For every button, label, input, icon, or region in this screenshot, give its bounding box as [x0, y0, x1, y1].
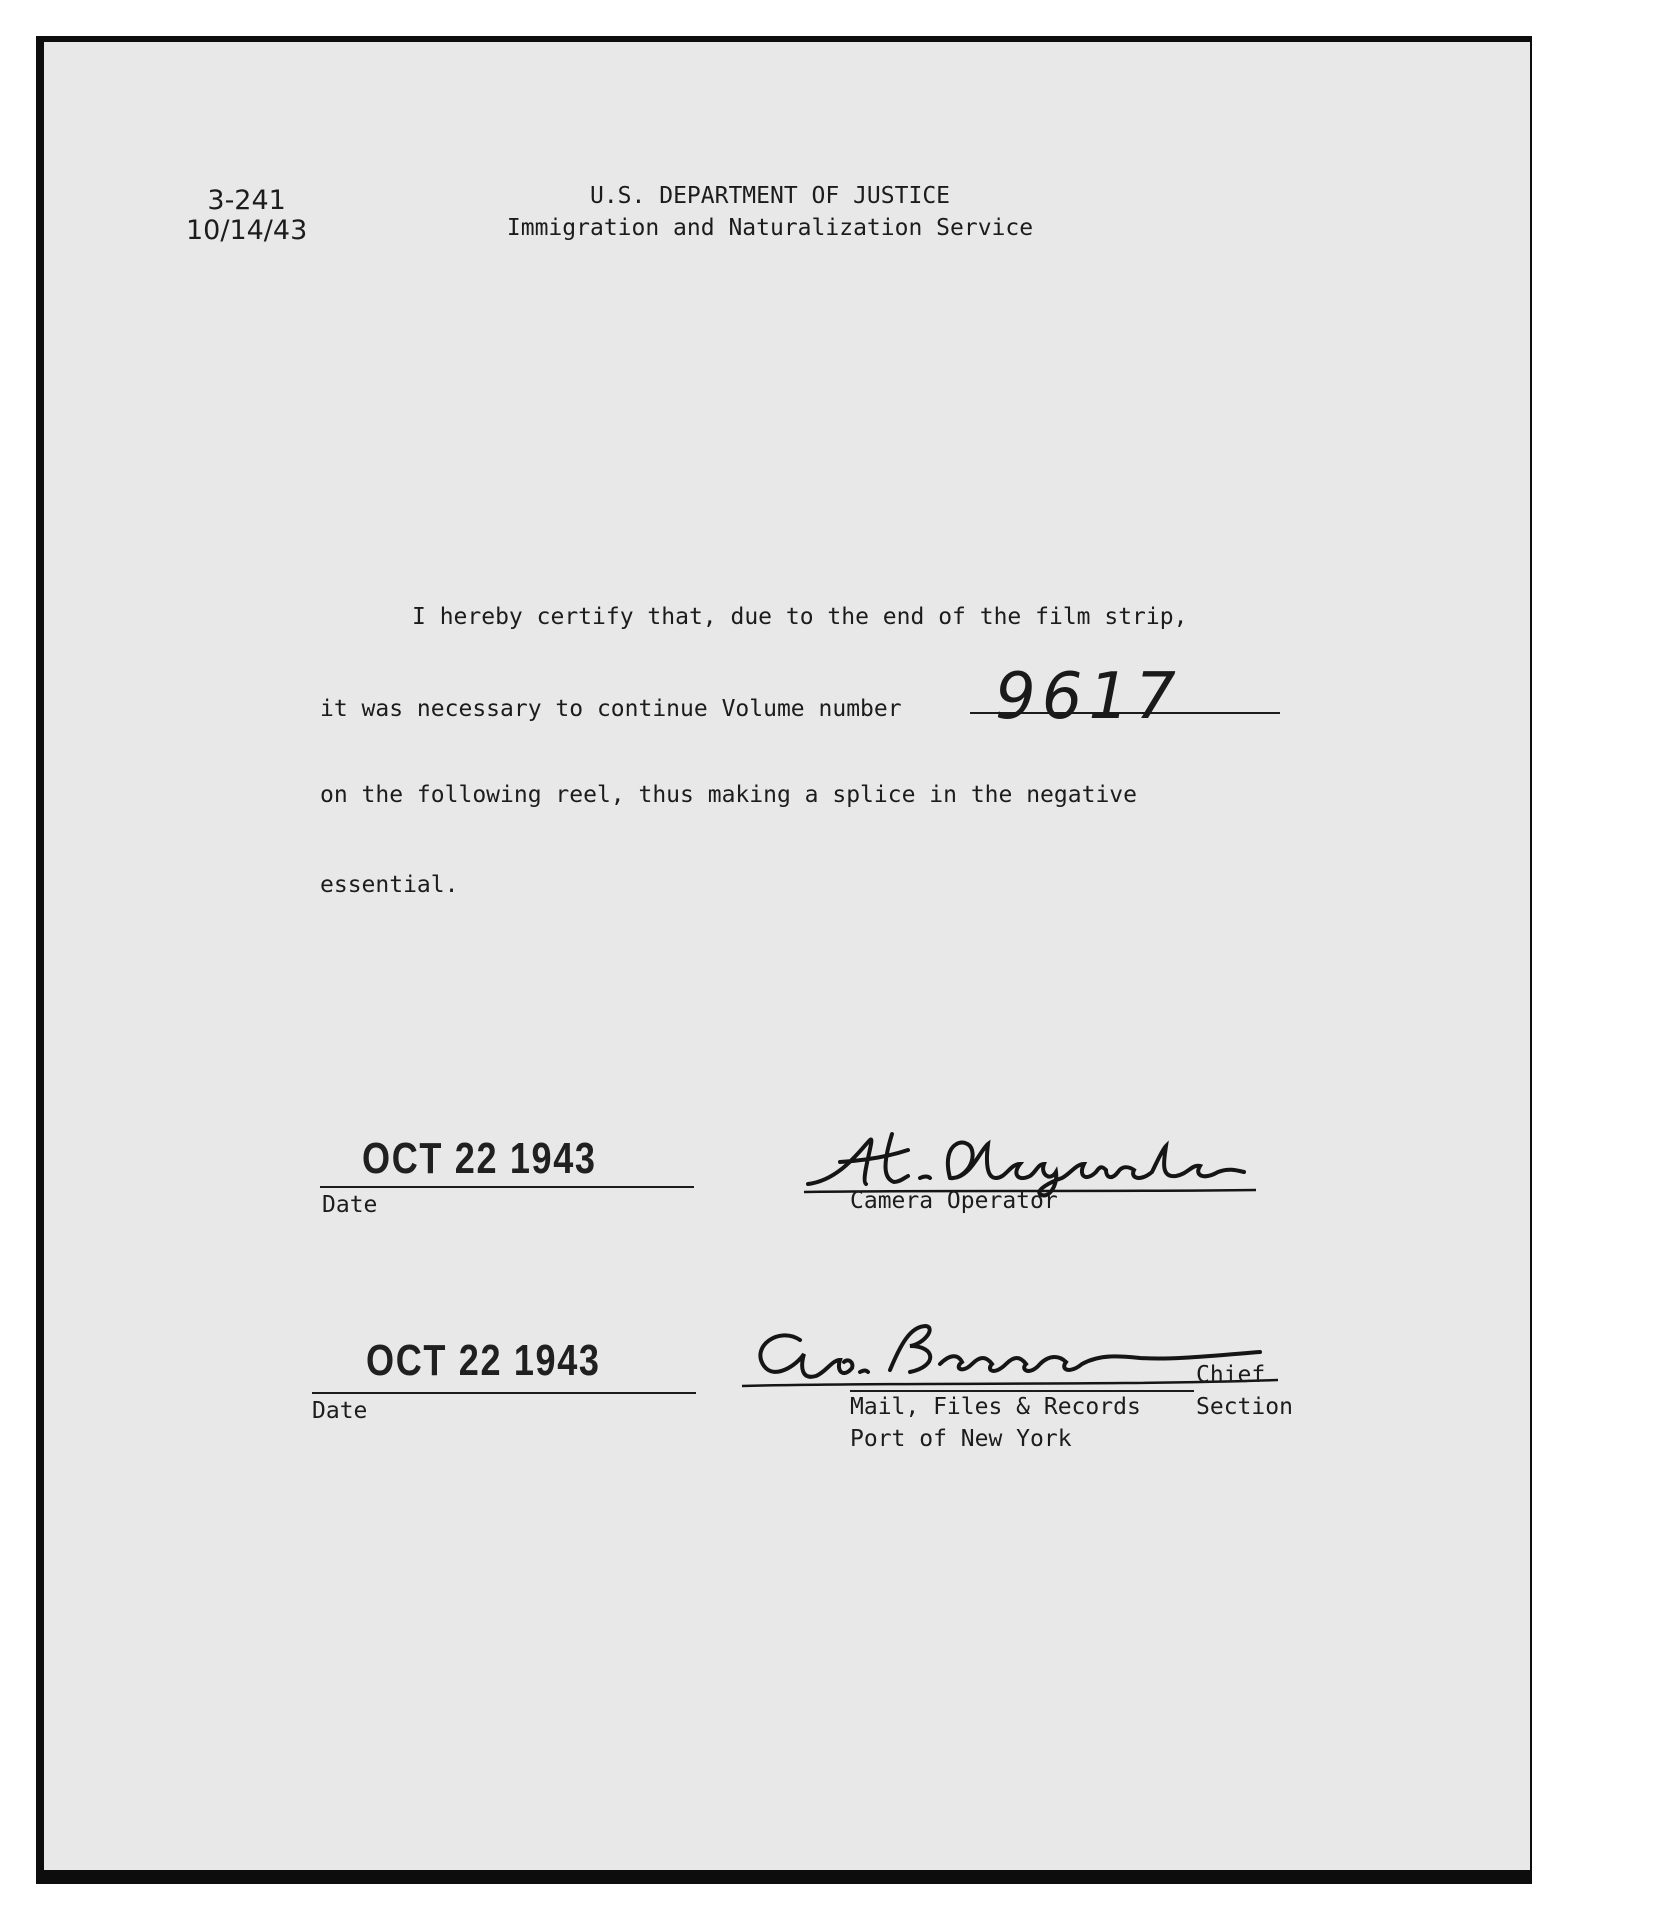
chief-title-label: Chief: [1196, 1362, 1266, 1388]
form-number: 3-241: [207, 185, 286, 216]
certificate-line-3: on the following reel, thus making a splice in the negative: [320, 782, 1137, 808]
certificate-line-1: I hereby certify that, due to the end of the film strip,: [412, 604, 1188, 630]
camera-operator-label: Camera Operator: [850, 1188, 1058, 1214]
letterhead: [440, 180, 1100, 244]
certificate-line-2: it was necessary to continue Volume number: [320, 696, 902, 722]
date-line-camera-operator: [320, 1186, 694, 1188]
agency-name: U.S. DEPARTMENT OF JUSTICE: [589, 183, 951, 209]
document-page: [44, 42, 1530, 1870]
service-name: Immigration and Naturalization Service: [506, 215, 1034, 241]
chief-signature-line: [850, 1390, 1194, 1392]
date-stamp-camera-operator: OCT 22 1943: [362, 1134, 597, 1183]
certificate-line-4: essential.: [320, 872, 459, 898]
section-suffix-label: Section: [1196, 1394, 1293, 1420]
date-label-chief: Date: [312, 1398, 368, 1424]
date-line-chief: [312, 1392, 696, 1394]
port-label: Port of New York: [850, 1426, 1072, 1452]
form-code: [186, 186, 307, 246]
section-name-label: Mail, Files & Records: [850, 1394, 1141, 1420]
form-revision-date: 10/14/43: [186, 215, 308, 246]
date-stamp-chief: OCT 22 1943: [366, 1336, 601, 1385]
volume-number-handwritten: 9617: [995, 660, 1182, 734]
date-label-camera-operator: Date: [322, 1192, 378, 1218]
